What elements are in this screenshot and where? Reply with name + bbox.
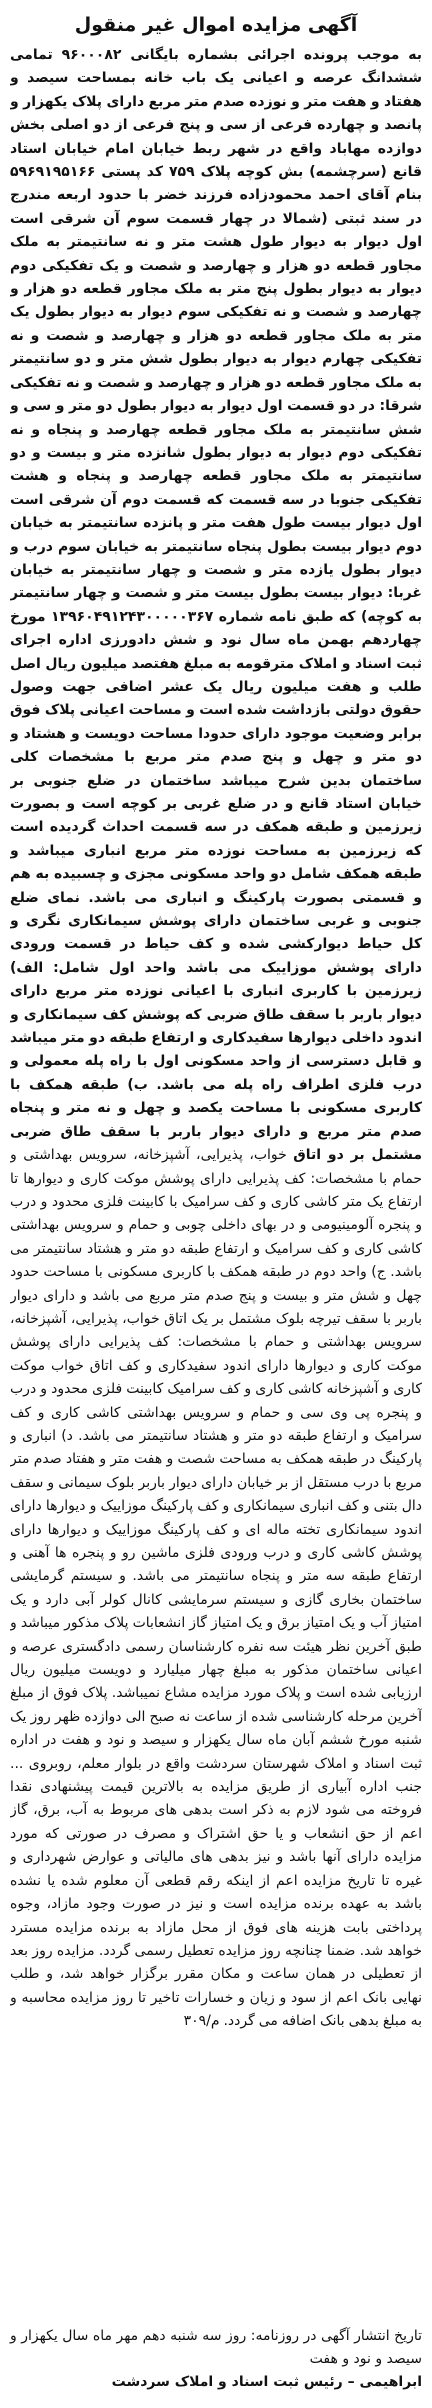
notice-body-part-1: به موجب پرونده اجرائی بشماره بایگانی ۹۶۰۰۰۸۲ تمامی ششدانگ عرصه و اعیانی یک باب خانه بمساحت سیصد و هفتاد و هفت متر و نوزده صدم متر مربع دارای پلاک یکهزار و پانصد و چهارده فرعی از سی و پنج فرعی از دو اصلی بخش دوازده مهاباد واقع در شهر ربط خیابان امام خیابان استاد قانع (سرچشمه) بش کوچه پلاک ۷۵۹ کد پستی ۵۹۶۹۱۹۵۱۶۶ بنام آقای احمد محمودزاده فرزند خضر با حدود اربعه مندرج در سند ثبتی (شمالا در چهار قسمت سوم آن شرقی است اول دیوار به دیوار طول هشت متر و نه سانتیمتر به ملک مجاور قطعه دو هزار و چهارصد و شصت و یک تفکیکی دوم دیوار به دیوار بطول پنج متر به ملک مجاور قطعه دو هزار و چهارصد و شصت و نه تفکیکی سوم دیوار به دیوار بطول یک متر به ملک مجاور قطعه دو هزار و چهارصد و شصت و نه تفکیکی چهارم دیوار به دیوار بطول شش متر و دو سانتیمتر به ملک مجاور قطعه دو هزار و چهارصد و شصت و نه تفکیکی شرقا: در دو قسمت اول دیوار به دیوار بطول دو متر و سی و شش سانتیمتر به ملک مجاور قطعه چهارصد و پنجاه و نه تفکیکی دوم دیوار به دیوار بطول شانزده متر و بیست و دو سانتیمتر به ملک مجاور قطعه چهارصد و پنجاه و هشت تفکیکی جنوبا در سه قسمت که قسمت دوم آن شرقی است اول دیوار بیست طول هفت متر و پانزده سانتیمتر به خیابان دوم دیوار بیست بطول پنجاه سانتیمتر به خیابان سوم درب و دیوار بطول یازده متر و شصت و چهار سانتیمتر به خیابان غربا: دیوار بیست بطول بیست متر و شصت و چهار سانتیمتر به کوچه) که طبق نامه شماره ۱۳۹۶۰۴۹۱۲۴۳۰۰۰۰۰۳۶۷ مورخ چهاردهم بهمن ماه سال نود و شش دادورزی اداره اجرای ثبت اسناد و املاک مترقومه به مبلغ هفتصد میلیون ریال اصل طلب و هفت میلیون ریال یک عشر اضافی جهت وصول حقوق دولتی بازداشت شده است و مساحت اعیانی پلاک فوق برابر وضعیت موجود دارای حدودا مساحت دویست و هشتاد و دو متر و چهل و پنج صدم متر مربع با مشخصات کلی ساختمان بدین شرح میباشد ساختمان در ضلع جنوبی بر خیابان استاد قانع و در ضلع غربی بر کوچه است و بصورت زیرزمین و طبقه همکف در سه قسمت احداث گردیده است که زیرزمین به مساحت نوزده متر مربع انباری میباشد و طبقه همکف شامل دو واحد مسکونی مجزی و چسبیده به هم و قسمتی بصورت پارکینگ و انباری می باشد. نمای ضلع جنوبی و غربی ساختمان دارای پوشش سیمانکاری نگری و کل حیاط دیوارکشی شده و کف حیاط در قسمت ورودی دارای پوشش موزاییک می باشد واحد اول شامل: الف) زیرزمین با کاربری انباری با اعیانی نوزده متر مربع دارای دیوار باربر با سقف طاق ضربی که پوشش کف سیمانکاری و اندود داخلی دیوارها سفیدکاری و ارتفاع طبقه دو متر میباشد و قابل دسترسی از واحد مسکونی اول با راه پله معمولی و درب فلزی اطراف راه پله می باشد. ب) طبقه همکف با کاربری مسکونی با مساحت یکصد و چهل و نه متر و پنجاه صدم متر مربع و دارای دیوار باربر با سقف طاق ضربی مشتمل بر دو اتاق — [10, 47, 422, 1164]
notice-body — [10, 44, 422, 2312]
notice-footer — [10, 2325, 422, 2394]
notice-title: آگهی مزایده اموال غیر منقول — [74, 14, 358, 36]
notice-body-part-2: خواب، پذیرایی، آشپزخانه، سرویس بهداشتی و حمام با مشخصات: کف پذیرایی دارای پوشش موکت کاری و دیوارها تا ارتفاع یک متر کاشی کاری و کف سرامیک با کابینت فلزی محدود و درب و پنجره آلومینیومی و در بهای داخلی چوبی و حمام و سرویس بهداشتی کاشی کاری و کف سرامیک و ارتفاع طبقه دو متر و هشتاد سانتیمتر می باشد. ج) واحد دوم در طبقه همکف با کاربری مسکونی با مساحت حدود چهل و شش متر و بیست و پنج صدم متر مربع می باشد و دارای دیوار باربر با سقف تیرچه بلوک مشتمل بر یک اتاق خواب، پذیرایی، آشپزخانه، سرویس بهداشتی و حمام با مشخصات: کف پذیرایی دارای پوشش موکت کاری و دیوارها دارای اندود سفیدکاری و کف اتاق خواب موکت کاری و آشپزخانه کاشی کاری و کف سرامیک کابینت فلزی محدود و درب و پنجره پی وی سی و حمام و سرویس بهداشتی کاشی کاری و کف سرامیک و ارتفاع طبقه دو متر و هشتاد سانتیمتر می باشد. د) انباری و پارکینگ در طبقه همکف به مساحت شصت و هفت متر و هفتاد صدم متر مربع با درب مستقل از بر خیابان دارای دیوار باربر بلوک سیمانی و سقف دال بتنی و کف انباری سیمانکاری و کف پارکینگ موزاییک و دیوارها دارای اندود سیمانکاری تخته ماله ای و کف پارکینگ موزاییک و دیوارها دارای پوشش کاشی کاری و درب ورودی فلزی ماشین رو و پنجره ها آهنی و ارتفاع طبقه سه متر و پنجاه سانتیمتر می باشد. و سیستم گرمایشی ساختمان بخاری گازی و سیستم سرمایشی کانال کولر آبی دارد و یک امتیاز آب و یک امتیاز برق و یک امتیاز گاز انشعابات پلاک مذکور میباشد و طبق آخرین نظر هیئت سه نفره کارشناسان رسمی دادگستری عرصه و اعیانی ساختمان مذکور به مبلغ چهار میلیارد و دویست میلیون ریال ارزیابی شده است و پلاک مورد مزایده مشاع نمیباشد. پلاک فوق از مبلغ آخرین مرحله کارشناسی شده از ساعت نه صبح الی دوازده ظهر روز یک شنبه مورخ ششم آبان ماه سال یکهزار و سیصد و نود و هفت در اداره ثبت اسناد و املاک شهرستان سردشت واقع در بلوار معلم، روبروی ... جنب اداره آبیاری از طریق مزایده به بالاترین قیمت پیشنهادی نقدا فروخته می شود لازم به ذکر است بدهی های مربوط به آب، برق، گاز اعم از حق انشعاب و یا حق اشتراک و مصرف در صورتی که مورد مزایده دارای آنها باشد و نیز بدهی های مالیاتی و عوارض شهرداری و غیره تا تاریخ مزایده اعم از اینکه رقم قطعی آن معلوم شده یا نشده باشد به عهده برنده مزایده است و نیز در صورت وجود مازاد، وجوه پرداختی بابت هزینه های فوق از محل مازاد به برنده مزایده مسترد خواهد شد. ضمنا چنانچه روز مزایده تعطیل رسمی گردد. مزایده روز بعد از تعطیلی در همان ساعت و مکان مقرر برگزار خواهد شد، و طلب نهایی بانک اعم از سود و زیان و خسارات تاخیر تا روز مزایده محاسبه و به مبلغ بدهی بانک اضافه می گردد. م/۳۰۹ — [10, 1147, 422, 2030]
publication-date: تاریخ انتشار آگهی در روزنامه: روز سه شنبه دهم مهر ماه سال یکهزار و سیصد و نود و هفت — [10, 2328, 422, 2367]
signature: ابراهیمی – رئیس ثبت اسناد و املاک سردشت — [111, 2374, 422, 2390]
